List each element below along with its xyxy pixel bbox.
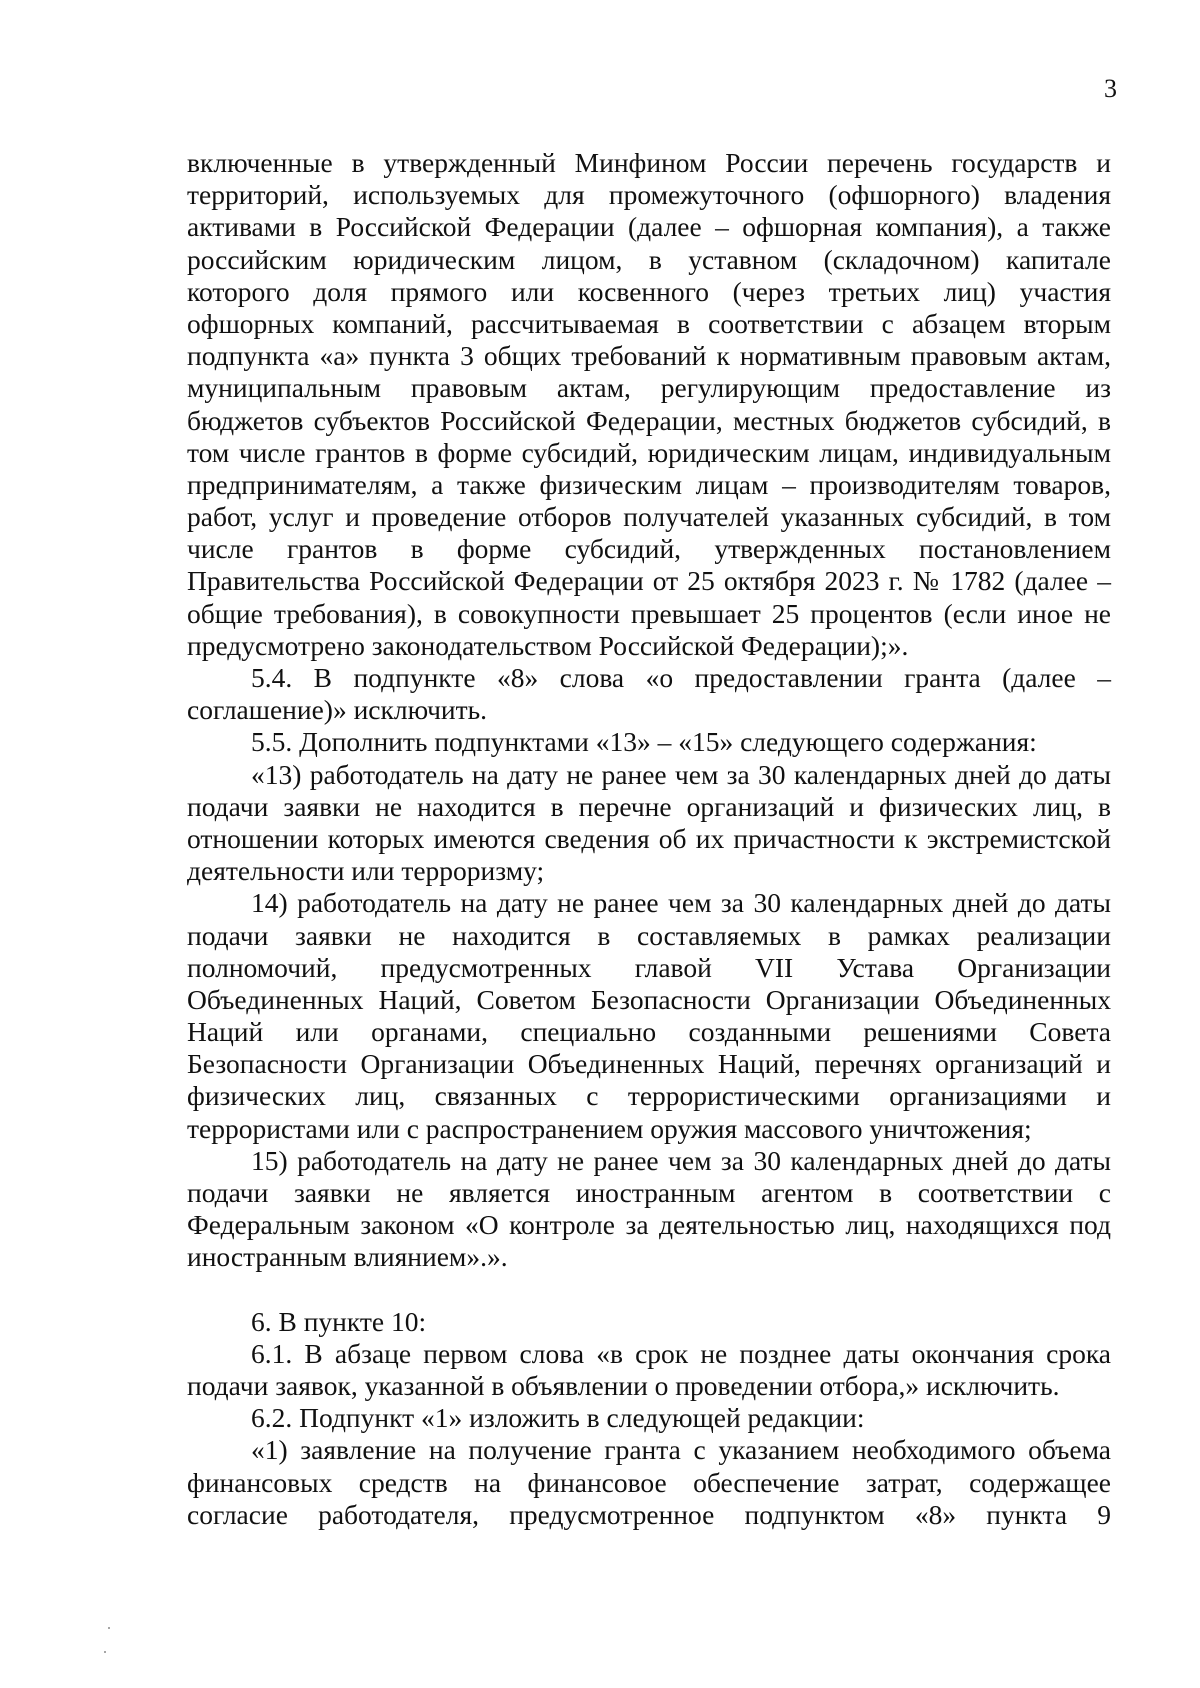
text-line: включенные в утвержденный Минфином России перечень государств и xyxy=(187,147,1111,178)
text-line: «13) работодатель на дату не ранее чем за 30 календарных дней до даты xyxy=(251,758,1111,790)
text-line: предусмотрено законодательством Российской Федерации);». xyxy=(187,629,909,661)
text-line: 5.5. Дополнить подпунктами «13» – «15» следующего содержания: xyxy=(251,726,1037,758)
text-line: полномочий, предусмотренных главой VII Устава Организации xyxy=(187,951,1111,983)
text-line: Наций или органами, специально созданными решениями Совета xyxy=(187,1016,1111,1048)
text-line: подачи заявки не является иностранным агентом в соответствии с xyxy=(187,1177,1111,1208)
text-line: деятельности или терроризму; xyxy=(187,855,545,887)
paragraph-item-6-heading xyxy=(187,1306,1111,1338)
text-line: 6.2. Подпункт «1» изложить в следующей редакции: xyxy=(251,1402,865,1434)
text-line: числе грантов в форме субсидий, утвержденных постановлением xyxy=(187,533,1111,565)
scan-speck xyxy=(104,1651,106,1653)
text-line: 14) работодатель на дату не ранее чем за 30 календарных дней до даты xyxy=(251,887,1111,919)
text-line: российским юридическим лицом, в уставном (складочном) капитале xyxy=(187,243,1111,275)
text-line: общие требования), в совокупности превышает 25 процентов (если иное не xyxy=(187,597,1111,629)
text-line: муниципальным правовым актам, регулирующим предоставление из xyxy=(187,372,1111,404)
document-body xyxy=(187,147,1111,1531)
paragraph-subitem-13 xyxy=(187,759,1111,888)
text-line: которого доля прямого или косвенного (через третьих лиц) участия xyxy=(187,275,1111,307)
text-line: активами в Российской Федерации (далее – офшорная компания), а также xyxy=(187,211,1111,243)
text-line: работ, услуг и проведение отборов получателей указанных субсидий, в том xyxy=(187,501,1111,533)
text-line: Безопасности Организации Объединенных Наций, перечнях организаций и xyxy=(187,1048,1111,1080)
text-line: подпункта «а» пункта 3 общих требований к нормативным правовым актам, xyxy=(187,340,1111,372)
paragraph-subitem-1 xyxy=(187,1434,1111,1531)
paragraph-subitem-14 xyxy=(187,887,1111,1145)
text-line: 6. В пункте 10: xyxy=(251,1305,427,1337)
text-line: Федеральным законом «О контроле за деятельностью лиц, находящихся под xyxy=(187,1209,1111,1241)
paragraph-offshore-continuation xyxy=(187,147,1111,662)
text-line: физических лиц, связанных с террористическими организациями и xyxy=(187,1080,1111,1112)
text-line: подачи заявки не находится в перечне организаций и физических лиц, в xyxy=(187,790,1111,822)
text-line: том числе грантов в форме субсидий, юридическим лицам, индивидуальным xyxy=(187,436,1111,468)
text-line: отношении которых имеются сведения об их причастности к экстремистской xyxy=(187,822,1111,854)
text-line: подачи заявок, указанной в объявлении о проведении отбора,» исключить. xyxy=(187,1369,1060,1401)
text-line: подачи заявки не находится в составляемых в рамках реализации xyxy=(187,919,1111,951)
text-line: 15) работодатель на дату не ранее чем за 30 календарных дней до даты xyxy=(251,1144,1111,1176)
text-line: террористами или с распространением оружия массового уничтожения; xyxy=(187,1112,1032,1144)
text-line: Правительства Российской Федерации от 25 октября 2023 г. № 1782 (далее – xyxy=(187,565,1111,597)
text-line: бюджетов субъектов Российской Федерации, местных бюджетов субсидий, в xyxy=(187,404,1111,436)
paragraph-6-2 xyxy=(187,1402,1111,1434)
text-line: 5.4. В подпункте «8» слова «о предоставлении гранта (далее – xyxy=(251,662,1111,693)
page-number: 3 xyxy=(1104,74,1117,103)
paragraph-5-4 xyxy=(187,662,1111,726)
text-line: финансовых средств на финансовое обеспечение затрат, содержащее xyxy=(187,1466,1111,1498)
text-line: территорий, используемых для промежуточного (офшорного) владения xyxy=(187,179,1111,211)
paragraph-6-1 xyxy=(187,1338,1111,1402)
text-line: предпринимателям, а также физическим лицам – производителям товаров, xyxy=(187,468,1111,500)
scan-speck xyxy=(108,1627,110,1629)
text-line: Объединенных Наций, Советом Безопасности Организации Объединенных xyxy=(187,983,1111,1015)
text-line: «1) заявление на получение гранта с указанием необходимого объема xyxy=(251,1434,1111,1466)
text-line: согласие работодателя, предусмотренное подпунктом «8» пункта 9 xyxy=(187,1498,1111,1530)
text-line: соглашение)» исключить. xyxy=(187,694,488,726)
paragraph-subitem-15 xyxy=(187,1145,1111,1274)
text-line: офшорных компаний, рассчитываемая в соответствии с абзацем вторым xyxy=(187,307,1111,339)
text-line: иностранным влиянием».». xyxy=(187,1241,508,1273)
text-line: 6.1. В абзаце первом слова «в срок не позднее даты окончания срока xyxy=(251,1337,1111,1369)
paragraph-5-5 xyxy=(187,726,1111,758)
